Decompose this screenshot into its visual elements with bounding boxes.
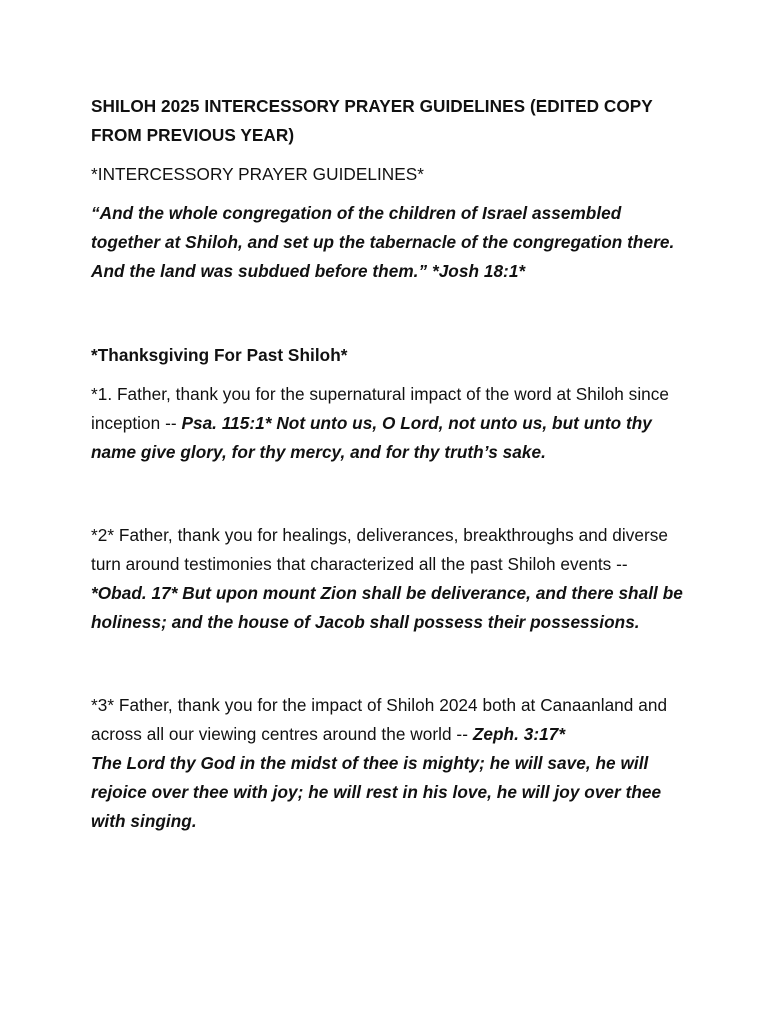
section-heading: *Thanksgiving For Past Shiloh* (91, 345, 348, 365)
prayer-item-1 (91, 380, 688, 467)
prayer-item-3 (91, 691, 688, 836)
prayer-item-2-scripture: *Obad. 17* But upon mount Zion shall be deliverance, and there shall be holiness; and the house of Jacob shall possess their possessions. (91, 583, 683, 632)
prayer-item-3-text: *3* Father, thank you for the impact of Shiloh 2024 both at Canaanland and across all our viewing centres around the world -- (91, 695, 668, 744)
prayer-item-2-text: *2* Father, thank you for healings, deliverances, breakthroughs and diverse turn around testimonies that characterized all the past Shiloh events -- (91, 525, 669, 574)
prayer-item-3-scripture-ref: Zeph. 3:17* (472, 724, 566, 744)
prayer-item-1-text: *1. Father, thank you for the supernatural impact of the word at Shiloh since inception -- (91, 384, 670, 433)
prayer-item-1-scripture: Psa. 115:1* Not unto us, O Lord, not unto us, but unto thy name give glory, for thy mercy, and for thy truth’s sake. (91, 413, 652, 462)
prayer-item-2 (91, 521, 688, 637)
prayer-item-3-scripture: The Lord thy God in the midst of thee is mighty; he will save, he will rejoice over thee with joy; he will rest in his love, he will joy over thee with singing. (91, 753, 662, 831)
document-title: SHILOH 2025 INTERCESSORY PRAYER GUIDELINES (EDITED COPY FROM PREVIOUS YEAR) (91, 96, 653, 145)
document-subtitle: *INTERCESSORY PRAYER GUIDELINES* (91, 164, 425, 184)
opening-scripture-quote: “And the whole congregation of the children of Israel assembled together at Shiloh, and set up the tabernacle of the congregation there. And the land was subdued before them.” *Josh 18:1* (91, 203, 675, 281)
